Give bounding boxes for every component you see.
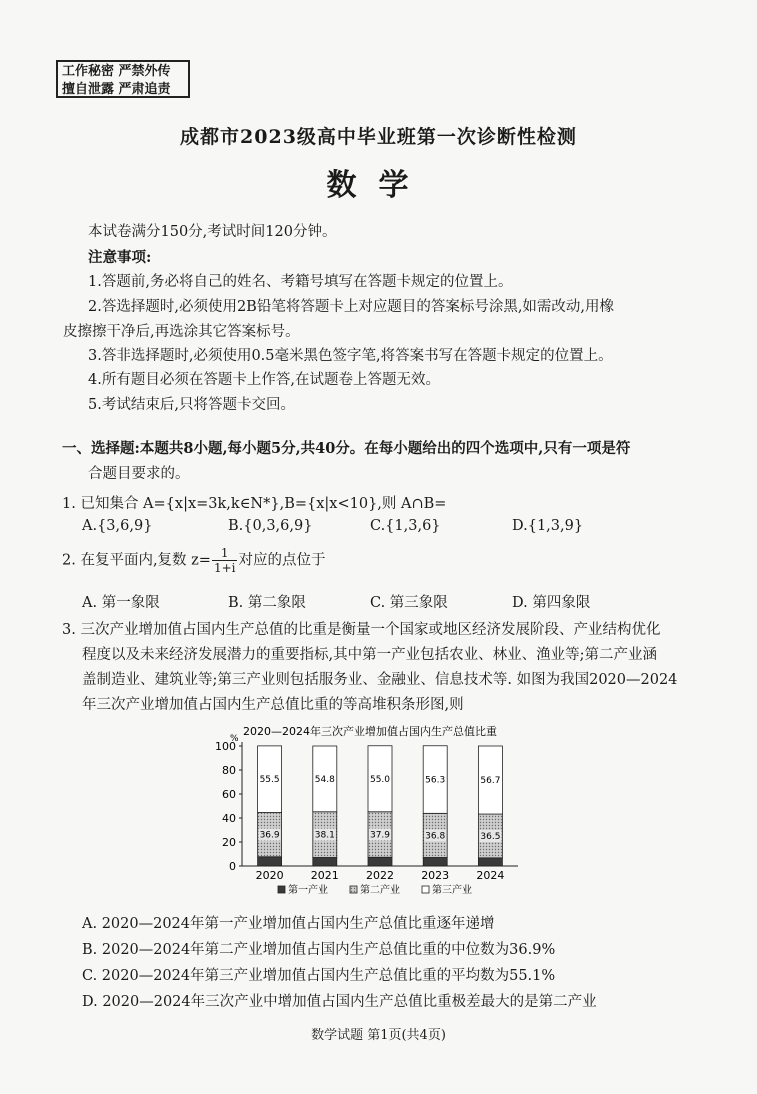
stacked-bar-chart [200, 722, 540, 902]
x-tick-label: 2022 [366, 869, 394, 882]
q3-option-b: B. 2020—2024年第二产业增加值占国内生产总值比重的中位数为36.9% [82, 942, 556, 958]
y-tick-label: 40 [222, 812, 236, 825]
q2-stem-suffix: 对应的点位于 [238, 552, 326, 569]
q3-option-d: D. 2020—2024年三次产业中增加值占国内生产总值比重极差最大的是第二产业 [82, 994, 597, 1010]
x-tick-label: 2023 [421, 869, 450, 882]
q1-option-b: B.{0,3,6,9} [228, 518, 313, 534]
q1-stem: 1. 已知集合 A={x|x=3k,k∈N*},B={x|x<10},则 A∩B= [62, 496, 447, 512]
notes-heading: 注意事项: [88, 249, 152, 266]
legend-label: 第一产业 [288, 885, 328, 896]
q2-fraction [212, 546, 238, 575]
stamp-line-1: 工作秘密 严禁外传 [62, 64, 171, 79]
q1-option-a: A.{3,6,9} [82, 518, 153, 534]
x-tick-label: 2021 [310, 869, 339, 882]
y-tick-label: 0 [229, 860, 236, 873]
q2-stem [62, 546, 325, 575]
data-label: 37.9 [369, 830, 391, 841]
q2-fraction-denominator: 1+i [213, 561, 236, 575]
data-label: 36.8 [425, 831, 446, 842]
q1-option-d: D.{1,3,9} [512, 518, 584, 534]
data-label: 55.5 [259, 775, 280, 786]
data-label: 56.3 [425, 775, 446, 786]
note-item: 4.所有题目必须在答题卡上作答,在试题卷上答题无效。 [88, 372, 440, 388]
q3-option-a: A. 2020—2024年第一产业增加值占国内生产总值比重逐年递增 [82, 916, 495, 932]
x-tick-label: 2020 [255, 869, 284, 882]
q3-option-c: C. 2020—2024年第三产业增加值占国内生产总值比重的平均数为55.1% [82, 968, 556, 984]
exam-title: 成都市2023级高中毕业班第一次诊断性检测 [180, 126, 577, 148]
legend-label: 第二产业 [360, 885, 400, 896]
y-tick-label: 80 [222, 764, 236, 777]
bar-segment [423, 857, 447, 866]
q2-option-d: D. 第四象限 [512, 595, 591, 611]
y-tick-label: 20 [222, 836, 236, 849]
bar-segment [368, 857, 392, 866]
section-heading: 一、选择题:本题共8小题,每小题5分,共40分。在每小题给出的四个选项中,只有一项是符 [62, 440, 631, 457]
legend-swatch [422, 886, 429, 893]
data-label: 36.9 [259, 830, 280, 841]
q2-fraction-numerator: 1 [212, 546, 238, 561]
bar-segment [313, 857, 337, 866]
data-label: 38.1 [314, 830, 335, 841]
q3-stem-line: 程度以及未来经济发展潜力的重要指标,其中第一产业包括农业、林业、渔业等;第二产业涵 [82, 647, 657, 663]
note-item: 1.答题前,务必将自己的姓名、考籍号填写在答题卡规定的位置上。 [88, 274, 513, 290]
chart-title: 2020—2024年三次产业增加值占国内生产总值比重 [243, 725, 497, 738]
q2-option-c: C. 第三象限 [370, 595, 448, 611]
data-label: 56.7 [480, 776, 501, 787]
page-footer: 数学试题 第1页(共4页) [311, 1028, 446, 1043]
subject-title: 数学 [326, 168, 431, 203]
section-heading-cont: 合题目要求的。 [88, 466, 190, 482]
legend-swatch [350, 886, 357, 893]
x-tick-label: 2024 [476, 869, 505, 882]
note-item: 5.考试结束后,只将答题卡交回。 [88, 397, 295, 413]
confidential-stamp [56, 60, 190, 98]
q3-stem-line: 3. 三次产业增加值占国内生产总值的比重是衡量一个国家或地区经济发展阶段、产业结构优化 [62, 622, 661, 638]
stamp-line-2: 擅自泄露 严肃追责 [62, 82, 171, 97]
q2-stem-prefix: 2. 在复平面内,复数 z= [62, 552, 211, 569]
y-tick-label: 60 [222, 788, 236, 801]
bar-segment [478, 858, 502, 866]
note-item: 2.答选择题时,必须使用2B铅笔将答题卡上对应题目的答案标号涂黑,如需改动,用橡 [88, 299, 615, 315]
data-label: 36.5 [480, 831, 501, 842]
q2-option-b: B. 第二象限 [228, 595, 306, 611]
q2-option-a: A. 第一象限 [82, 595, 160, 611]
data-label: 54.8 [314, 774, 335, 785]
q3-stem-line: 年三次产业增加值占国内生产总值比重的等高堆积条形图,则 [82, 697, 464, 713]
bar-segment [258, 857, 282, 866]
y-tick-label: 100 [215, 740, 236, 753]
legend-swatch [278, 886, 285, 893]
note-item: 3.答非选择题时,必须使用0.5毫米黑色签字笔,将答案书写在答题卡规定的位置上。 [88, 348, 613, 364]
data-label: 55.0 [369, 774, 391, 785]
y-axis-unit: % [230, 734, 239, 744]
note-item: 皮擦擦干净后,再选涂其它答案标号。 [63, 324, 300, 340]
q1-option-c: C.{1,3,6} [370, 518, 441, 534]
intro-text: 本试卷满分150分,考试时间120分钟。 [88, 224, 337, 240]
q3-stem-line: 盖制造业、建筑业等;第三产业则包括服务业、金融业、信息技术等. 如图为我国2020—2024 [82, 672, 678, 688]
legend-label: 第三产业 [432, 885, 472, 896]
